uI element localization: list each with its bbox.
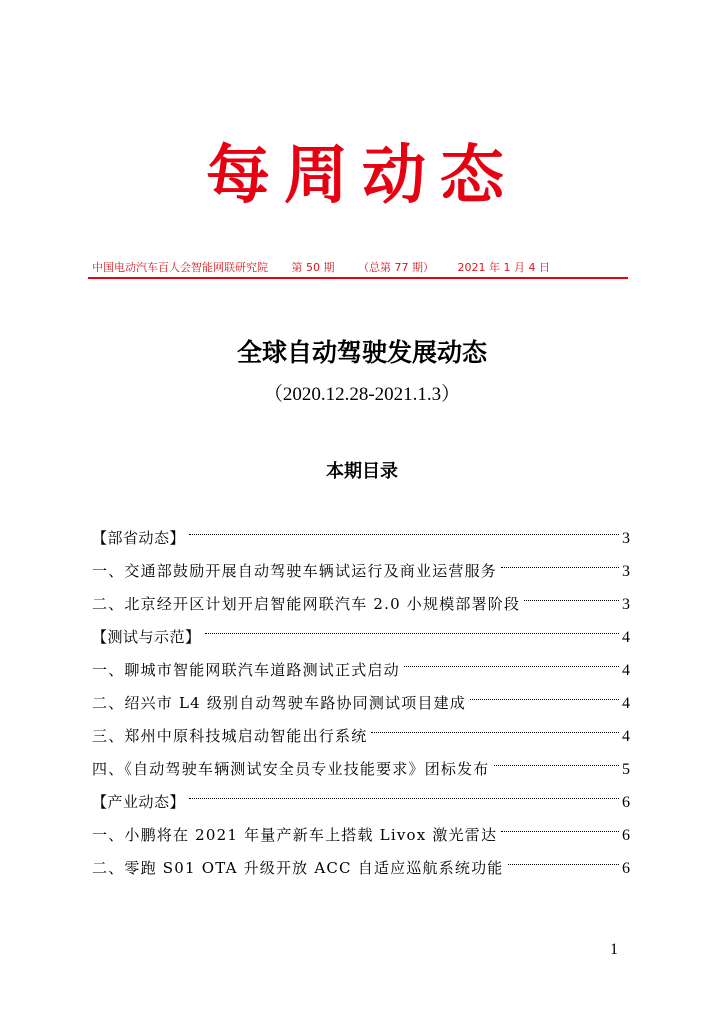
toc-item-entry[interactable] bbox=[92, 654, 630, 687]
toc-entry-title: 四、《自动驾驶车辆测试安全员专业技能要求》团标发布 bbox=[92, 760, 490, 778]
organization-name: 中国电动汽车百人会智能网联研究院 bbox=[92, 261, 268, 274]
issue-number: 第 50 期 bbox=[291, 261, 335, 274]
header-divider bbox=[88, 277, 628, 279]
toc-entry-title: 【测试与示范】 bbox=[92, 628, 201, 646]
toc-entry-page: 4 bbox=[622, 728, 630, 745]
toc-dot-leader bbox=[404, 665, 619, 667]
toc-entry-page: 6 bbox=[622, 827, 630, 844]
toc-item-entry[interactable] bbox=[92, 687, 630, 720]
page-number: 1 bbox=[610, 941, 618, 958]
toc-item-entry[interactable] bbox=[92, 555, 630, 588]
toc-dot-leader bbox=[189, 797, 619, 799]
toc-dot-leader bbox=[189, 533, 619, 535]
toc-entry-page: 5 bbox=[622, 761, 630, 778]
toc-dot-leader bbox=[508, 863, 619, 865]
toc-dot-leader bbox=[371, 731, 619, 733]
toc-entry-title: 一、交通部鼓励开展自动驾驶车辆试运行及商业运营服务 bbox=[92, 562, 498, 580]
toc-entry-title: 一、小鹏将在 2021 年量产新车上搭载 Livox 激光雷达 bbox=[92, 826, 498, 844]
toc-entry-page: 6 bbox=[622, 860, 630, 877]
issue-date: 2021 年 1 月 4 日 bbox=[457, 261, 550, 274]
toc-heading: 本期目录 bbox=[326, 461, 398, 482]
issue-info-line bbox=[92, 261, 626, 275]
toc-entry-page: 4 bbox=[622, 695, 630, 712]
toc-entry-page: 3 bbox=[622, 563, 630, 580]
toc-entry-title: 【产业动态】 bbox=[92, 793, 186, 811]
toc-item-entry[interactable] bbox=[92, 720, 630, 753]
toc-dot-leader bbox=[501, 830, 619, 832]
toc-entry-title: 二、绍兴市 L4 级别自动驾驶车路协同测试项目建成 bbox=[92, 694, 467, 712]
toc-entry-page: 6 bbox=[622, 794, 630, 811]
toc-dot-leader bbox=[470, 698, 619, 700]
toc-entry-page: 3 bbox=[622, 530, 630, 547]
toc-entry-title: 二、北京经开区计划开启智能网联汽车 2.0 小规模部署阶段 bbox=[92, 595, 521, 613]
toc-entry-title: 一、聊城市智能网联汽车道路测试正式启动 bbox=[92, 661, 400, 679]
masthead-title: 每周动态 bbox=[206, 138, 518, 213]
toc-entry-page: 3 bbox=[622, 596, 630, 613]
toc-item-entry[interactable] bbox=[92, 819, 630, 852]
report-date-range: （2020.12.28-2021.1.3） bbox=[263, 384, 461, 405]
toc-entry-page: 4 bbox=[622, 662, 630, 679]
total-issue-number: （总第 77 期） bbox=[358, 261, 434, 274]
toc-entry-title: 二、零跑 S01 OTA 升级开放 ACC 自适应巡航系统功能 bbox=[92, 859, 504, 877]
toc-section-entry[interactable] bbox=[92, 786, 630, 819]
toc-entry-title: 【部省动态】 bbox=[92, 529, 186, 547]
toc-entry-page: 4 bbox=[622, 629, 630, 646]
toc-section-entry[interactable] bbox=[92, 621, 630, 654]
table-of-contents bbox=[92, 522, 630, 885]
report-title: 全球自动驾驶发展动态 bbox=[236, 338, 487, 367]
toc-item-entry[interactable] bbox=[92, 588, 630, 621]
toc-dot-leader bbox=[524, 599, 619, 601]
toc-entry-title: 三、郑州中原科技城启动智能出行系统 bbox=[92, 727, 368, 745]
toc-item-entry[interactable] bbox=[92, 753, 630, 786]
toc-dot-leader bbox=[205, 632, 619, 634]
toc-dot-leader bbox=[501, 566, 619, 568]
toc-section-entry[interactable] bbox=[92, 522, 630, 555]
toc-dot-leader bbox=[494, 764, 619, 766]
toc-item-entry[interactable] bbox=[92, 852, 630, 885]
